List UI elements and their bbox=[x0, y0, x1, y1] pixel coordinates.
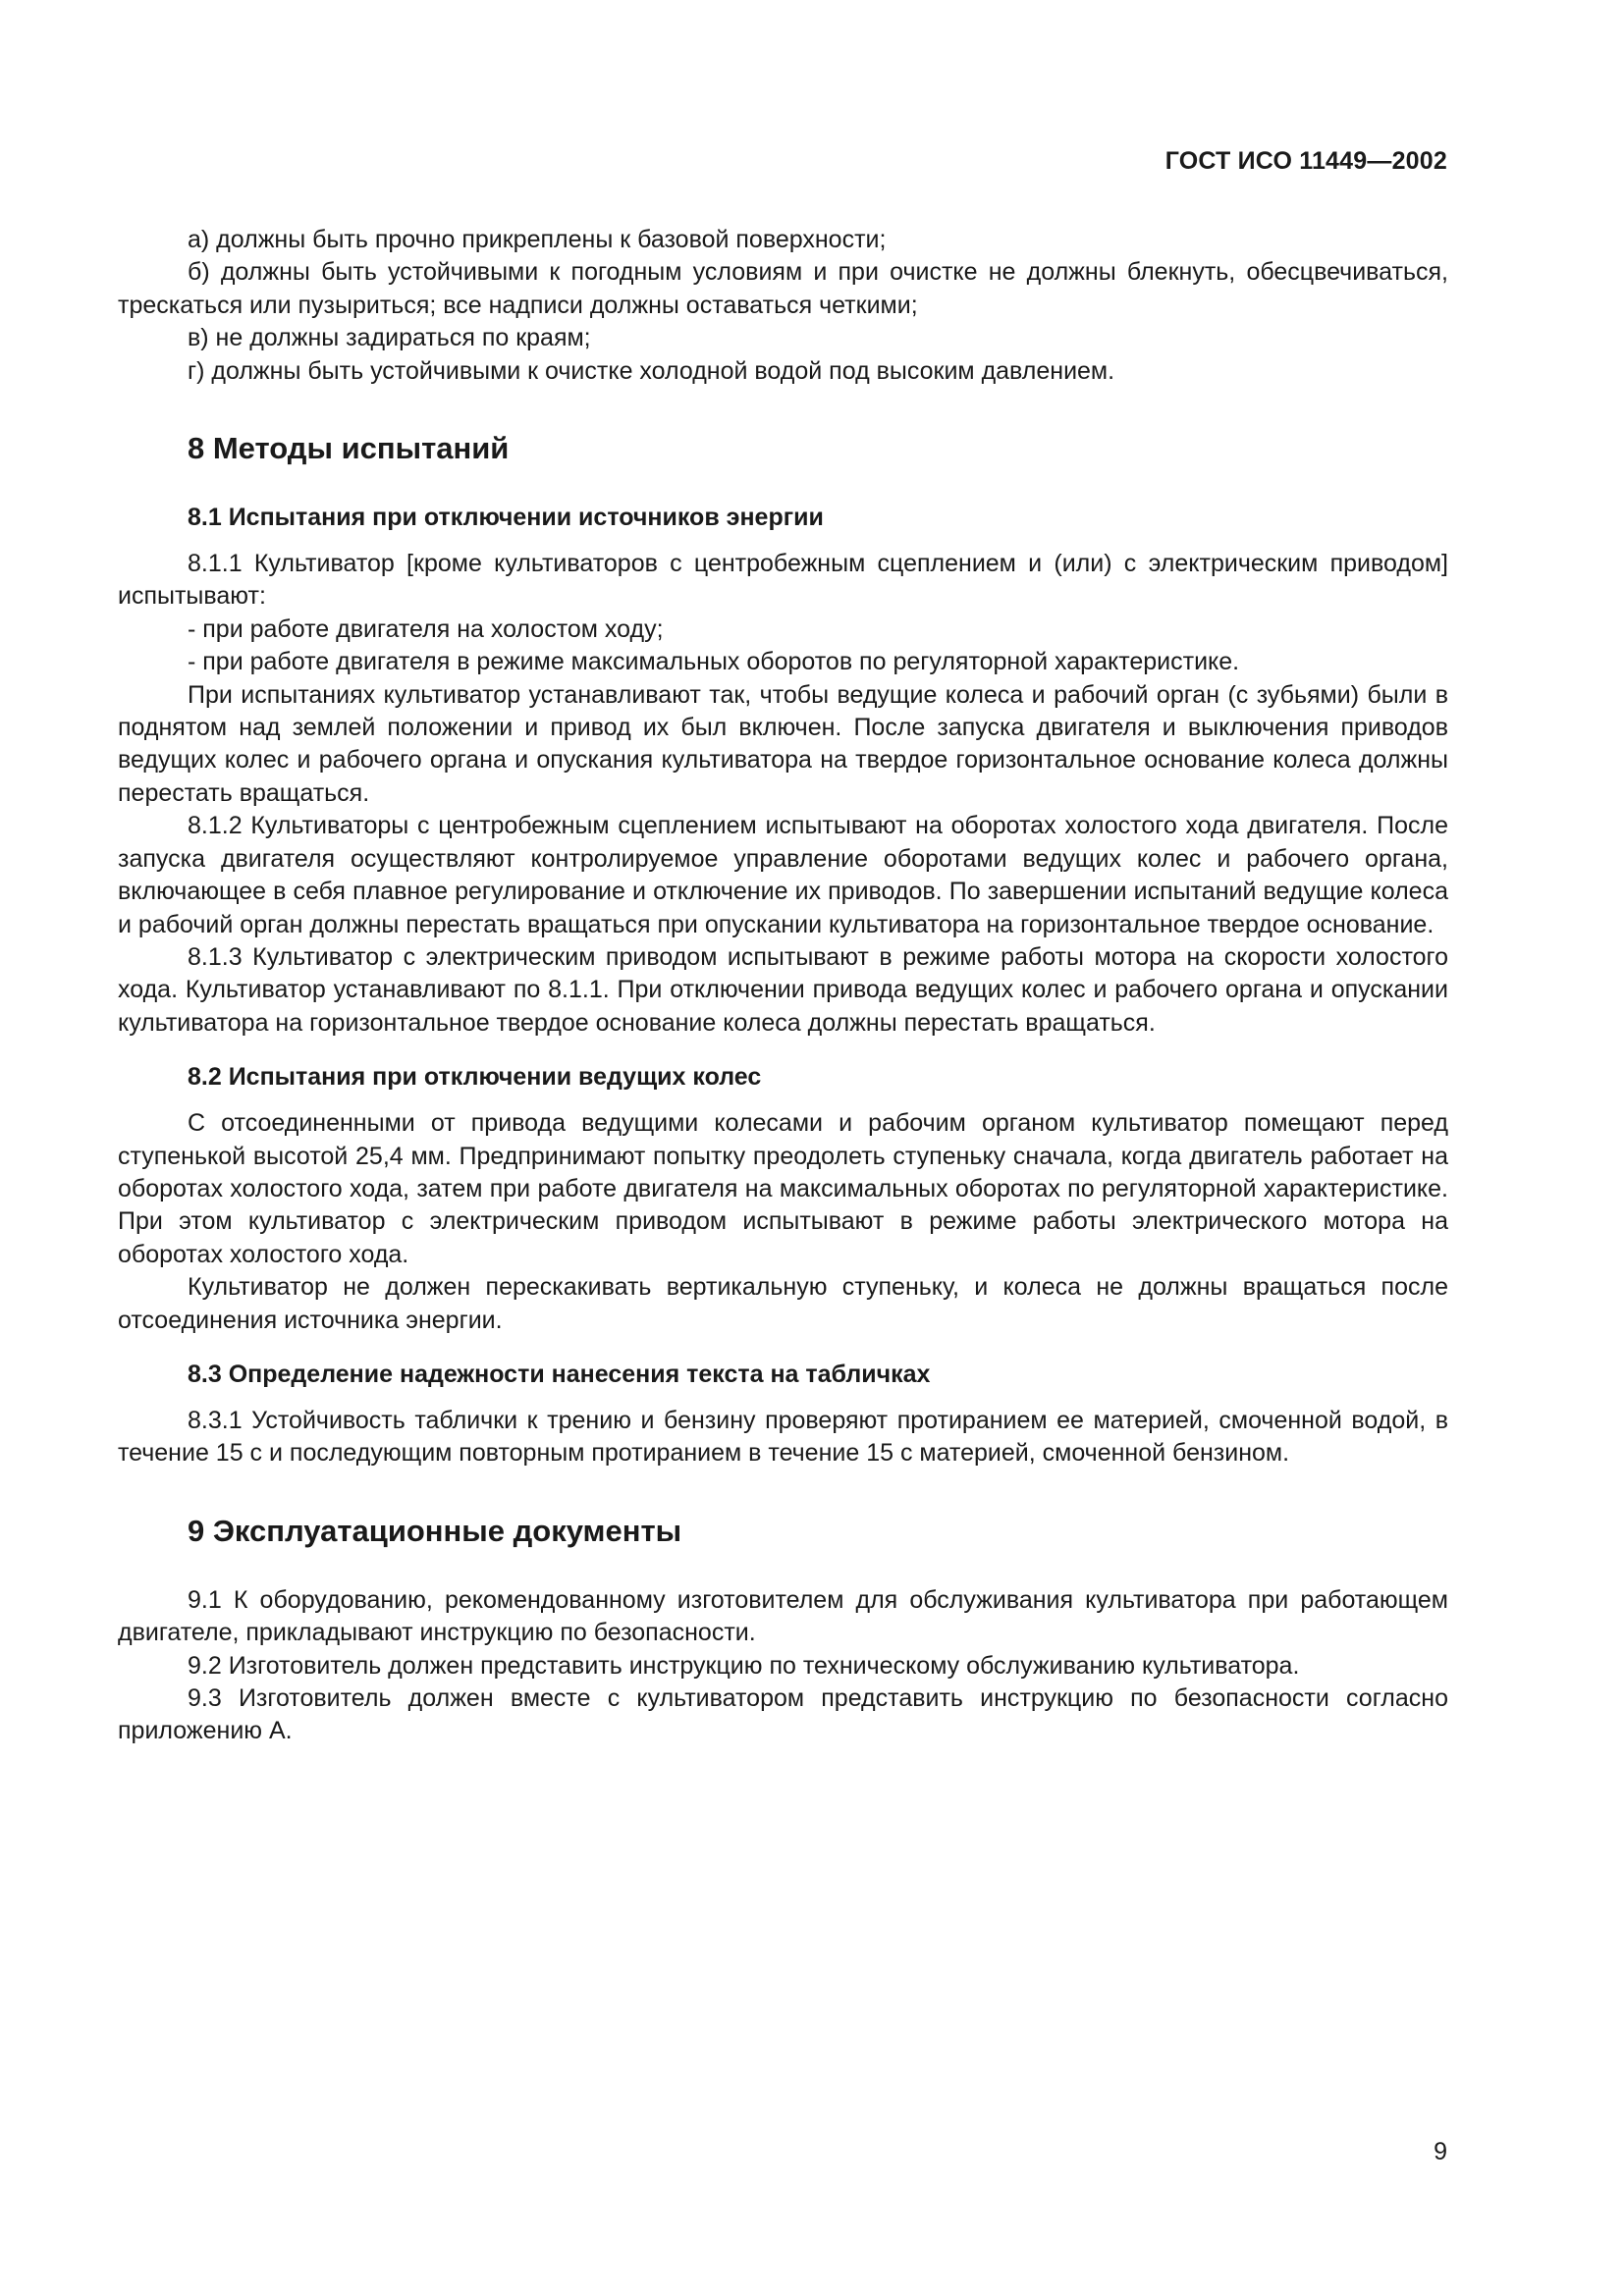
document-code: ГОСТ ИСО 11449—2002 bbox=[1164, 147, 1447, 175]
list-item-d: г) должны быть устойчивыми к очистке холодной водой под высоким давлением. bbox=[188, 356, 1115, 385]
list-item-b: б) должны быть устойчивыми к погодным условиям и при очистке не должны блекнуть, обесцвечиваться, трескаться или пузыриться; все надписи должны оставаться четкими; bbox=[118, 258, 1448, 319]
paragraph-9-2: 9.2 Изготовитель должен представить инструкцию по техническому обслуживанию культиватора. bbox=[188, 1651, 1300, 1680]
list-item-a: а) должны быть прочно прикреплены к базовой поверхности; bbox=[188, 226, 887, 253]
list-item-c: в) не должны задираться по краям; bbox=[188, 324, 591, 352]
subsection-8-3-title: 8.3 Определение надежности нанесения текста на табличках bbox=[188, 1360, 931, 1388]
paragraph-8-1-3: 8.1.3 Культиватор с электрическим приводом испытывают в режиме работы мотора на скорости холостого хода. Культиватор устанавливают по 8.1.1. При отключении привода ведущих колес и рабочего органа и опускании культиватора на горизонтальное твердое основание колеса должны перестать вращаться. bbox=[118, 942, 1448, 1037]
paragraph-8-2-b: Культиватор не должен перескакивать вертикальную ступеньку, и колеса не должны вращаться после отсоединения источника энергии. bbox=[118, 1273, 1448, 1334]
paragraph-9-3: 9.3 Изготовитель должен вместе с культиватором представить инструкцию по безопасности согласно приложению А. bbox=[118, 1684, 1448, 1745]
list-item-idle: - при работе двигателя на холостом ходу; bbox=[188, 614, 664, 643]
subsection-8-2-title: 8.2 Испытания при отключении ведущих колес bbox=[188, 1063, 762, 1092]
page-number: 9 bbox=[1434, 2138, 1447, 2165]
paragraph-8-1-2: 8.1.2 Культиваторы с центробежным сцеплением испытывают на оборотах холостого хода двигателя. После запуска двигателя осуществляют контролируемое управление оборотами ведущих колес и рабочего органа, включающее в себя плавное регулирование и отключение их приводов. По завершении испытаний ведущие колеса и рабочий орган должны перестать вращаться при опускании культиватора на горизонтальное твердое основание. bbox=[118, 812, 1448, 938]
section-9-title: 9 Эксплуатационные документы bbox=[188, 1513, 682, 1548]
paragraph-8-1-1: 8.1.1 Культиватор [кроме культиваторов с центробежным сцеплением и (или) с электрическим приводом] испытывают: bbox=[118, 550, 1448, 611]
paragraph-8-3-1: 8.3.1 Устойчивость таблички к трению и бензину проверяют протиранием ее материей, смоченной водой, в течение 15 с и последующим повторным протиранием в течение 15 с материей, смоченной бензином. bbox=[118, 1406, 1448, 1468]
list-item-max-rpm: - при работе двигателя в режиме максимальных оборотов по регуляторной характеристике. bbox=[188, 648, 1240, 676]
paragraph-8-2-a: С отсоединенными от привода ведущими колесами и рабочим органом культиватор помещают перед ступенькой высотой 25,4 мм. Предпринимают попытку преодолеть ступеньку сначала, когда двигатель работает на оборотах холостого хода, затем при работе двигателя на максимальных оборотах по регуляторной характеристике. При этом культиватор с электрическим приводом испытывают в режиме работы электрического мотора на оборотах холостого хода. bbox=[118, 1109, 1448, 1268]
page-content bbox=[118, 224, 1448, 1748]
paragraph-9-1: 9.1 К оборудованию, рекомендованному изготовителем для обслуживания культиватора при работающем двигателе, прикладывают инструкцию по безопасности. bbox=[118, 1585, 1448, 1647]
section-8-title: 8 Методы испытаний bbox=[188, 431, 510, 466]
subsection-8-1-title: 8.1 Испытания при отключении источников энергии bbox=[188, 504, 824, 532]
paragraph-8-1-1-setup: При испытаниях культиватор устанавливают так, чтобы ведущие колеса и рабочий орган (с зубьями) были в поднятом над землей положении и привод их был включен. После запуска двигателя и выключения приводов ведущих колес и рабочего органа и опускания культиватора на твердое горизонтальное основание колеса должны перестать вращаться. bbox=[118, 680, 1448, 807]
